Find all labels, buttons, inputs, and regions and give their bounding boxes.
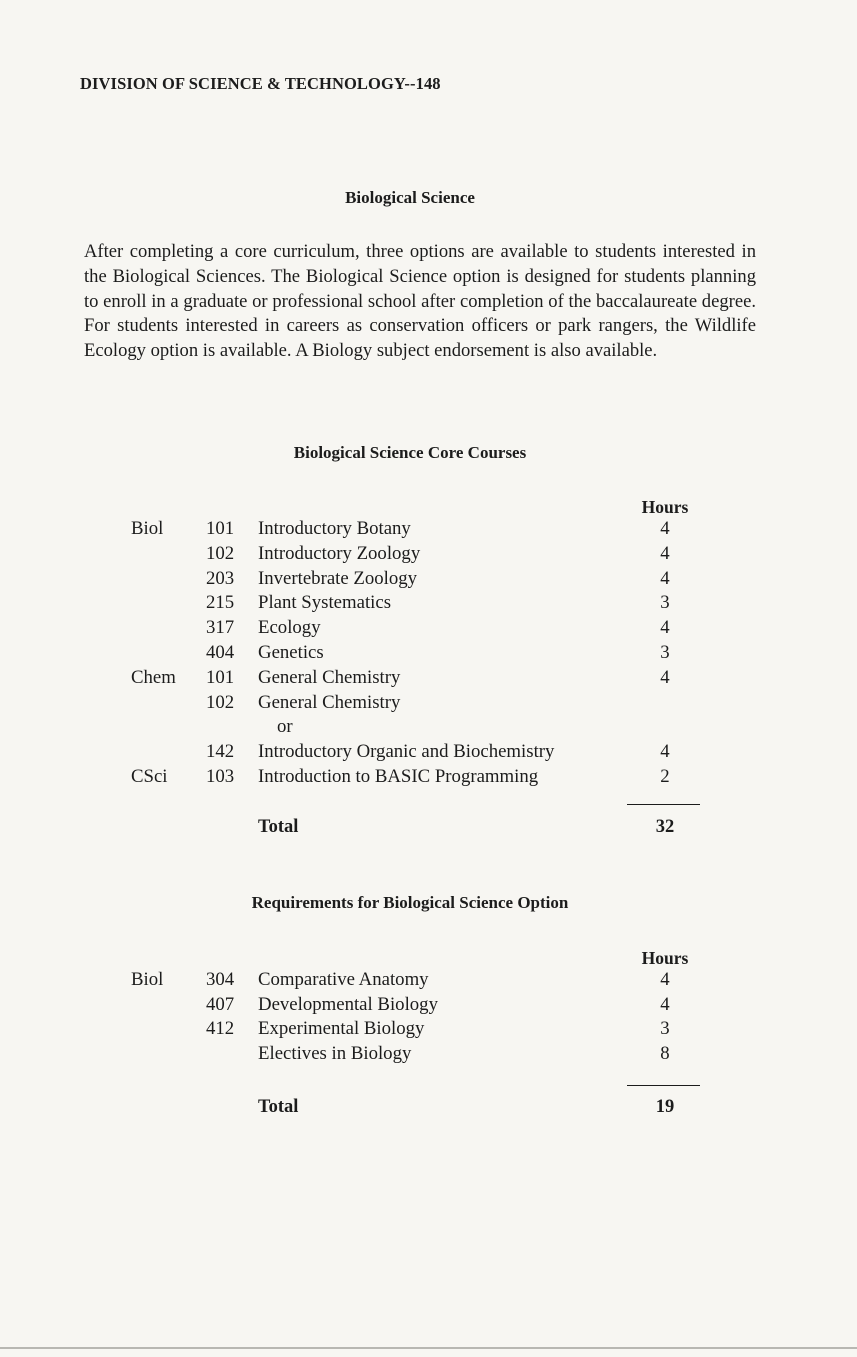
course-title: Plant Systematics	[258, 592, 392, 614]
course-number: 203	[206, 567, 235, 589]
page-bottom-edge	[0, 1347, 857, 1349]
course-number: 404	[206, 642, 235, 663]
course-title: Introductory Organic and Biochemistry	[258, 741, 555, 763]
section-title: Biological Science	[345, 188, 475, 207]
course-title: Experimental Biology	[258, 1018, 425, 1039]
table-row	[0, 616, 857, 640]
course-dept: Chem	[131, 666, 176, 688]
course-title: Introductory Zoology	[258, 542, 421, 564]
core-total-rule	[627, 804, 700, 805]
intro-paragraph: After completing a core curriculum, three options are available to students interested in the Biological Sciences. The Biological Science option is designed for students planning to enroll in a graduate or professional school after completion of the baccalaureate degree. For students interested in careers as conservation officers or park rangers, the Wildlife Ecology option is available. A Biology subject endorsement is also available.	[84, 241, 756, 362]
core-total-label: Total	[258, 817, 299, 837]
course-title: or	[277, 716, 293, 738]
course-number: 101	[206, 518, 235, 539]
course-dept: CSci	[131, 766, 168, 787]
option-total-rule	[627, 1085, 700, 1086]
table-row	[0, 591, 857, 615]
course-title: Electives in Biology	[258, 1042, 412, 1064]
course-title: Introduction to BASIC Programming	[258, 766, 539, 787]
course-title: Genetics	[258, 642, 324, 663]
course-hours: 4	[660, 969, 670, 990]
table-row	[0, 740, 857, 764]
course-number: 407	[206, 993, 235, 1015]
course-title: Comparative Anatomy	[258, 969, 429, 990]
course-hours: 8	[660, 1042, 670, 1064]
course-number: 142	[206, 741, 235, 763]
course-hours: 3	[660, 592, 670, 614]
table-row	[0, 1017, 857, 1041]
table-row	[0, 993, 857, 1017]
course-number: 412	[206, 1018, 235, 1039]
course-title: General Chemistry	[258, 691, 401, 713]
option-requirements-heading: Requirements for Biological Science Option	[251, 893, 569, 912]
course-title: General Chemistry	[258, 666, 401, 688]
course-hours: 4	[660, 666, 670, 688]
course-number: 304	[206, 969, 235, 990]
table-row	[0, 666, 857, 690]
core-courses-heading: Biological Science Core Courses	[293, 443, 527, 462]
course-title: Introductory Botany	[258, 518, 411, 539]
course-hours: 4	[660, 617, 670, 639]
course-hours: 4	[660, 518, 670, 539]
option-hours-header: Hours	[641, 948, 689, 968]
course-number: 102	[206, 691, 235, 713]
course-hours: 4	[660, 567, 670, 589]
running-head: DIVISION OF SCIENCE & TECHNOLOGY--148	[80, 74, 441, 93]
course-number: 215	[206, 592, 235, 614]
table-row	[0, 517, 857, 541]
option-total-value: 19	[655, 1097, 675, 1117]
course-hours: 4	[660, 993, 670, 1015]
table-row	[0, 765, 857, 789]
course-hours: 4	[660, 741, 670, 763]
core-total-value: 32	[655, 817, 675, 837]
course-number: 102	[206, 542, 235, 564]
course-dept: Biol	[131, 969, 164, 990]
table-row	[0, 968, 857, 992]
course-hours: 2	[660, 766, 670, 787]
table-row	[0, 1042, 857, 1066]
course-hours: 3	[660, 642, 670, 663]
course-dept: Biol	[131, 518, 164, 539]
course-title: Invertebrate Zoology	[258, 567, 418, 589]
table-row	[0, 567, 857, 591]
course-title: Ecology	[258, 617, 321, 639]
course-hours: 3	[660, 1018, 670, 1039]
core-hours-header: Hours	[641, 497, 689, 517]
option-total-row	[0, 1095, 857, 1119]
table-row	[0, 641, 857, 665]
course-number: 103	[206, 766, 235, 787]
table-row	[0, 715, 857, 739]
table-row	[0, 542, 857, 566]
course-hours: 4	[660, 542, 670, 564]
course-title: Developmental Biology	[258, 993, 438, 1015]
course-number: 101	[206, 666, 235, 688]
table-row	[0, 691, 857, 715]
option-total-label: Total	[258, 1097, 299, 1117]
core-total-row	[0, 815, 857, 839]
course-number: 317	[206, 617, 235, 639]
